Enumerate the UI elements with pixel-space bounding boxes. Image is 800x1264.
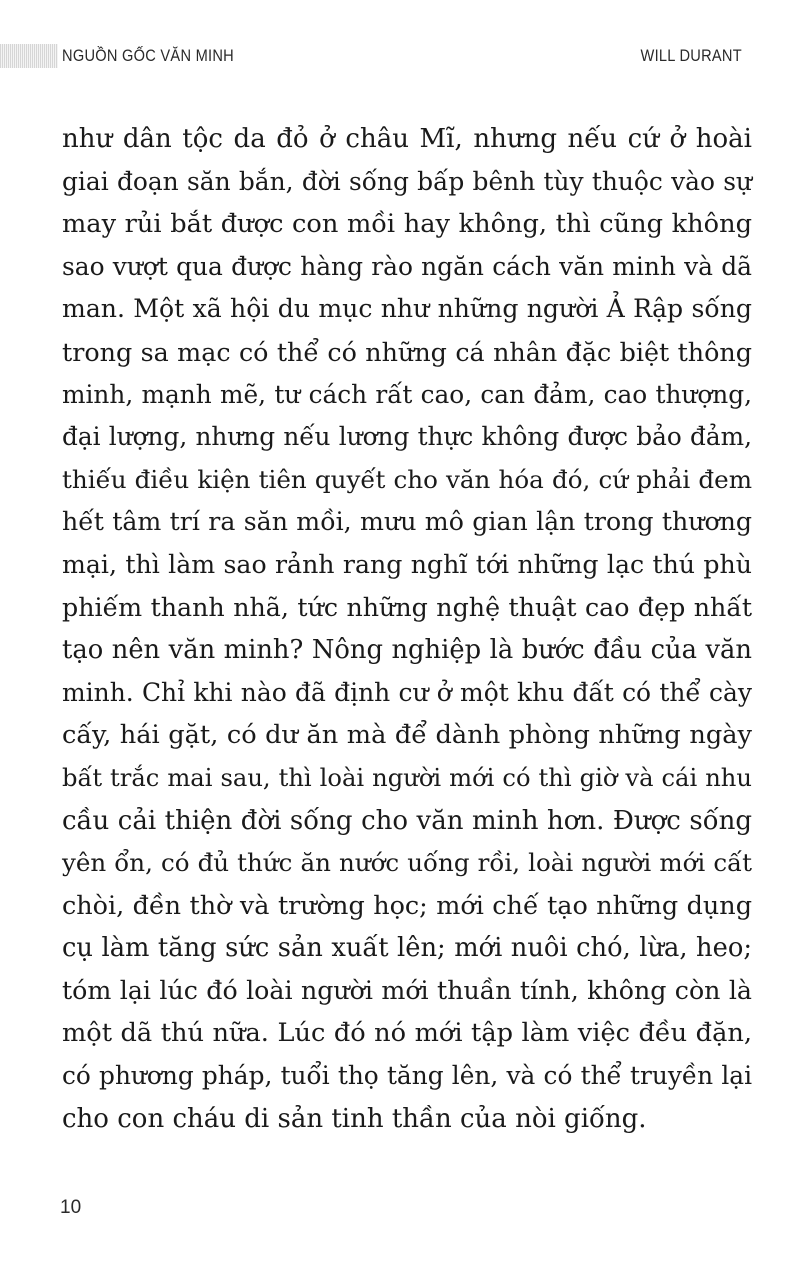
text-line: hết tâm trí ra săn mồi, mưu mô gian lận trong thương — [62, 507, 752, 537]
text-line: một dã thú nữa. Lúc đó nó mới tập làm việc đều đặn, — [62, 1018, 752, 1049]
text-line: yên ổn, có đủ thức ăn nước uống rồi, loài người mới cất — [62, 848, 752, 878]
text-line: chòi, đền thờ và trường học; mới chế tạo những dụng — [62, 890, 752, 921]
text-line: phiếm thanh nhã, tức những nghệ thuật cao đẹp nhất — [62, 592, 752, 622]
text-line: man. Một xã hội du mục như những người Ả Rập sống — [62, 294, 752, 324]
text-line: tóm lại lúc đó loài người mới thuần tính, không còn là — [62, 975, 752, 1005]
text-line: tạo nên văn minh? Nông nghiệp là bước đầu của văn — [62, 635, 752, 666]
text-line: may rủi bắt được con mồi hay không, thì cũng không — [62, 209, 752, 240]
text-line: thiếu điều kiện tiên quyết cho văn hóa đó, cứ phải đem — [62, 464, 752, 494]
page-number: 10 — [60, 1197, 82, 1218]
running-header-title: NGUỒN GỐC VĂN MINH — [62, 46, 234, 65]
running-header-author: WILL DURANT — [640, 46, 742, 65]
header-decoration — [0, 44, 58, 68]
text-line: sao vượt qua được hàng rào ngăn cách văn minh và dã — [62, 251, 752, 281]
text-line: cầu cải thiện đời sống cho văn minh hơn. Được sống — [62, 805, 752, 836]
text-line: có phương pháp, tuổi thọ tăng lên, và có thể truyền lại — [62, 1061, 752, 1091]
text-line: như dân tộc da đỏ ở châu Mĩ, nhưng nếu cứ ở hoài — [62, 124, 752, 154]
text-line: giai đoạn săn bắn, đời sống bấp bênh tùy thuộc vào sự — [62, 166, 752, 196]
text-line: minh, mạnh mẽ, tư cách rất cao, can đảm, cao thượng, — [62, 379, 752, 409]
text-line: cụ làm tăng sức sản xuất lên; mới nuôi chó, lừa, heo; — [62, 933, 752, 964]
text-line: trong sa mạc có thể có những cá nhân đặc biệt thông — [62, 336, 752, 367]
body-text — [62, 118, 752, 1140]
text-line: bất trắc mai sau, thì loài người mới có thì giờ và cái nhu — [62, 763, 752, 792]
text-line: đại lượng, nhưng nếu lương thực không được bảo đảm, — [62, 422, 752, 452]
text-line: cho con cháu di sản tinh thần của nòi giống. — [62, 1103, 647, 1134]
text-line: cấy, hái gặt, có dư ăn mà để dành phòng những ngày — [62, 720, 752, 751]
text-line: mại, thì làm sao rảnh rang nghĩ tới những lạc thú phù — [62, 549, 752, 579]
text-line: minh. Chỉ khi nào đã định cư ở một khu đất có thể cày — [62, 677, 752, 707]
